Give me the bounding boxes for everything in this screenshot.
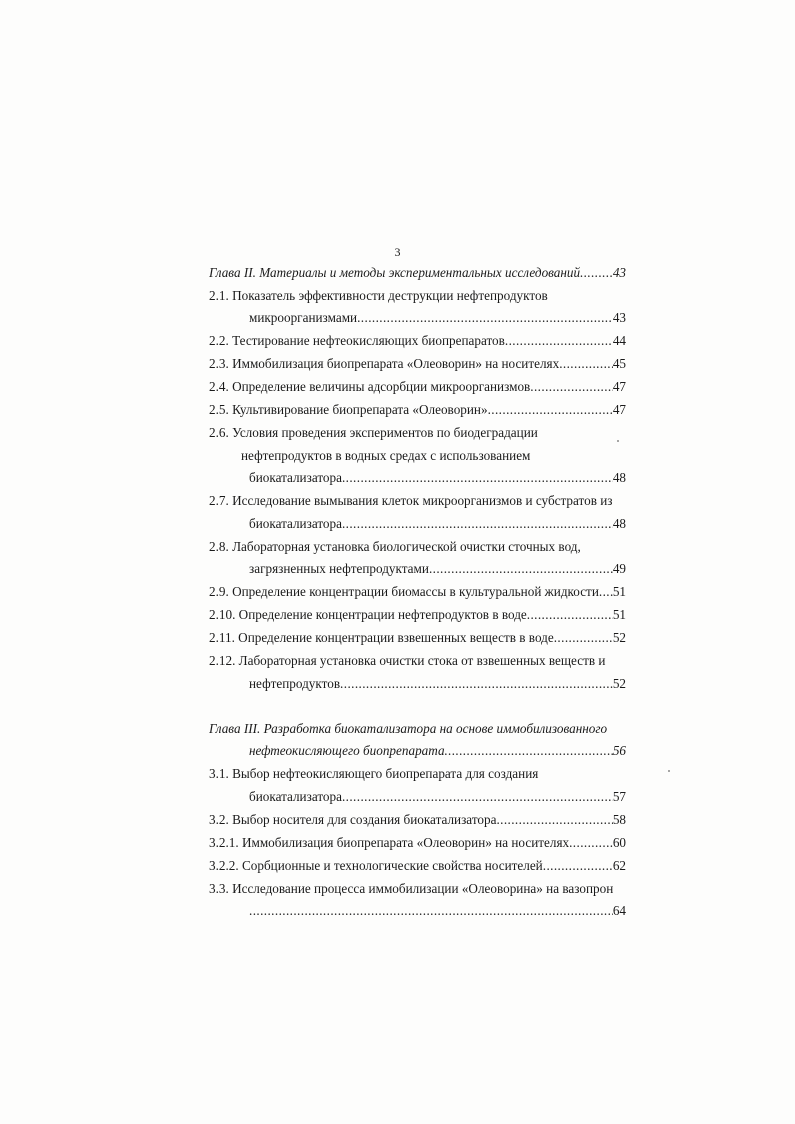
toc-line	[209, 536, 626, 559]
toc-entry-page: 57	[612, 788, 626, 804]
toc-entry-3-3[interactable]	[209, 878, 626, 923]
toc-line	[209, 627, 626, 650]
toc-entry-page: 62	[612, 857, 626, 873]
toc-line	[209, 740, 626, 763]
leader-dots	[249, 900, 613, 923]
toc-entry-text: 2.8. Лабораторная установка биологической очистки сточных вод,	[209, 538, 581, 554]
toc-line	[209, 855, 626, 878]
toc-line	[209, 445, 626, 468]
toc-entry-text: 2.6. Условия проведения экспериментов по биодеградации	[209, 425, 538, 440]
toc-line	[209, 650, 626, 673]
toc-entry-page: 52	[612, 675, 626, 691]
toc-entry-text: 2.9. Определение концентрации биомассы в культуральной жидкости	[209, 584, 599, 599]
toc-entry-page: 51	[612, 607, 626, 622]
chapter-3-page: 56	[612, 743, 626, 758]
leader-dots	[357, 307, 613, 330]
toc-entry-2-8[interactable]	[209, 536, 626, 581]
leader-dots	[340, 673, 613, 696]
toc-line	[209, 832, 626, 855]
leader-dots	[342, 467, 613, 490]
toc-line	[209, 467, 626, 490]
toc-entry-page: 44	[612, 333, 626, 348]
toc-entry-page: 49	[612, 561, 626, 576]
toc-entry-text: 2.3. Иммобилизация биопрепарата «Олеоворин» на носителях	[209, 356, 560, 371]
toc-entry-3-1[interactable]	[209, 763, 626, 808]
toc-entry-2-9[interactable]	[209, 581, 626, 604]
toc-line	[209, 558, 626, 581]
toc-entry-text: загрязненных нефтепродуктами	[249, 561, 429, 576]
toc-entry-2-2[interactable]	[209, 330, 626, 353]
leader-dots	[599, 581, 613, 604]
toc-entry-text: 3.2.1. Иммобилизация биопрепарата «Олеоворин» на носителях	[209, 834, 570, 850]
toc-line	[209, 604, 626, 627]
chapter-3-heading[interactable]	[209, 718, 626, 763]
toc-entry-2-3[interactable]	[209, 353, 626, 376]
toc-entry-text: 2.11. Определение концентрации взвешенных веществ в воде	[209, 630, 554, 645]
toc-entry-text: 2.2. Тестирование нефтеокисляющих биопрепаратов	[209, 333, 505, 348]
toc-line	[209, 490, 626, 513]
toc-entry-2-4[interactable]	[209, 376, 626, 399]
table-of-contents	[209, 262, 626, 923]
toc-entry-text: нефтепродуктов	[249, 675, 341, 691]
leader-dots	[554, 627, 613, 650]
toc-entry-2-5[interactable]	[209, 399, 626, 422]
toc-entry-page: 51	[612, 584, 626, 599]
toc-line	[209, 878, 626, 901]
toc-entry-text: нефтепродуктов в водных средах с использованием	[241, 447, 531, 463]
toc-line	[209, 673, 626, 696]
chapter-2-title: Глава II. Материалы и методы экспериментальных исследований	[209, 265, 581, 280]
toc-line	[209, 786, 626, 809]
chapter-2-heading[interactable]	[209, 262, 626, 285]
toc-entry-page: 47	[612, 379, 626, 394]
leader-dots	[559, 353, 613, 376]
toc-entry-2-10[interactable]	[209, 604, 626, 627]
toc-entry-2-1[interactable]	[209, 285, 626, 330]
leader-dots	[580, 262, 613, 285]
toc-line	[209, 399, 626, 422]
toc-entry-3-2-2[interactable]	[209, 855, 626, 878]
toc-line	[209, 900, 626, 923]
toc-line	[209, 763, 626, 786]
toc-entry-page: 48	[612, 470, 626, 485]
toc-line	[209, 330, 626, 353]
leader-dots	[569, 832, 613, 855]
toc-entry-text: 2.4. Определение величины адсорбции микроорганизмов	[209, 379, 531, 394]
toc-entry-text: 2.12. Лабораторная установка очистки стока от взвешенных веществ и	[209, 653, 606, 668]
toc-entry-page: 52	[612, 630, 626, 645]
toc-entry-text: 3.2. Выбор носителя для создания биокатализатора	[209, 811, 497, 827]
toc-entry-text: биокатализатора	[249, 788, 342, 804]
toc-line	[209, 513, 626, 536]
toc-entry-page: 45	[612, 356, 626, 371]
toc-entry-text: биокатализатора	[249, 515, 342, 531]
toc-entry-2-7[interactable]	[209, 490, 626, 535]
toc-entry-2-11[interactable]	[209, 627, 626, 650]
toc-line	[209, 285, 626, 308]
toc-entry-page: 64	[612, 903, 626, 918]
toc-entry-2-6[interactable]	[209, 422, 626, 490]
toc-entry-page: 43	[612, 310, 626, 325]
scan-speck	[617, 440, 619, 442]
chapter-2-page: 43	[612, 265, 626, 280]
toc-entry-text: биокатализатора	[249, 470, 342, 485]
leader-dots	[505, 330, 613, 353]
toc-entry-3-2-1[interactable]	[209, 832, 626, 855]
toc-entry-text: микроорганизмами	[249, 310, 358, 325]
page-number: 3	[394, 245, 401, 259]
section-gap	[209, 696, 626, 718]
toc-entry-page: 47	[612, 402, 626, 417]
toc-entry-text: 2.7. Исследование вымывания клеток микроорганизмов и субстратов из	[209, 493, 613, 508]
toc-entry-page: 58	[612, 811, 626, 827]
toc-line	[209, 376, 626, 399]
toc-line	[209, 581, 626, 604]
toc-entry-text: 3.1. Выбор нефтеокисляющего биопрепарата для создания	[209, 766, 539, 781]
toc-entry-text: 2.1. Показатель эффективности деструкции нефтепродуктов	[209, 287, 548, 303]
toc-entry-page: 60	[612, 834, 626, 850]
leader-dots	[488, 399, 613, 422]
toc-line	[209, 718, 626, 741]
toc-entry-2-12[interactable]	[209, 650, 626, 695]
leader-dots	[445, 740, 613, 763]
toc-line	[209, 422, 626, 445]
toc-entry-text: 2.5. Культивирование биопрепарата «Олеоворин»	[209, 402, 488, 417]
leader-dots	[543, 855, 613, 878]
leader-dots	[530, 376, 613, 399]
scan-speck	[668, 770, 670, 772]
toc-entry-3-2[interactable]	[209, 809, 626, 832]
leader-dots	[429, 558, 613, 581]
toc-entry-text: 3.3. Исследование процесса иммобилизации «Олеоворина» на вазопрон	[209, 880, 614, 896]
leader-dots	[527, 604, 613, 627]
toc-entry-page: 48	[612, 515, 626, 531]
chapter-3-title: Глава III. Разработка биокатализатора на основе иммобилизованного	[209, 720, 608, 736]
toc-line	[209, 809, 626, 832]
chapter-3-title: нефтеокисляющего биопрепарата	[249, 743, 445, 758]
toc-entry-text: 3.2.2. Сорбционные и технологические свойства носителей	[209, 857, 543, 873]
toc-entry-text: 2.10. Определение концентрации нефтепродуктов в воде	[209, 607, 527, 622]
toc-line	[209, 353, 626, 376]
toc-line	[209, 307, 626, 330]
leader-dots	[496, 809, 612, 832]
leader-dots	[342, 786, 613, 809]
leader-dots	[342, 513, 613, 536]
